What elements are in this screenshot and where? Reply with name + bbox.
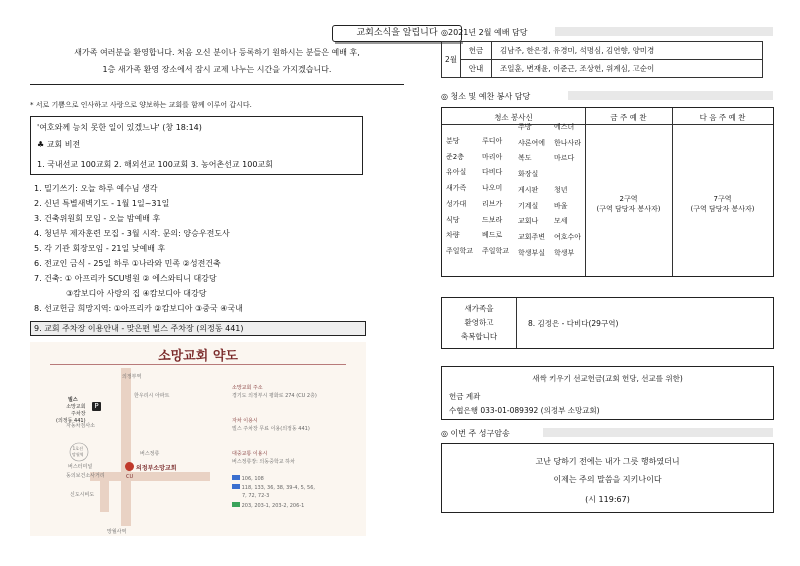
map-label-bus-stop: 버스정류 xyxy=(140,451,160,457)
bus-routes: 118, 133, 36, 38, 39-4, 5, 56, xyxy=(241,485,315,491)
clean-col-0 xyxy=(446,134,473,260)
clean-cell: 주일학교 xyxy=(446,246,474,255)
row-names: 김남주, 한은정, 유경미, 석명심, 김연향, 양미경 xyxy=(492,42,763,60)
church-map xyxy=(30,342,366,536)
vision-items: 1. 국내선교 100교회 2. 해외선교 100교회 3. 농어촌선교 100교회 xyxy=(37,160,273,169)
row-names: 조일훈, 변재윤, 이준근, 조상헌, 위계심, 고순이 xyxy=(492,60,763,78)
bus-badge-icon xyxy=(232,484,240,489)
map-label-bills: 빌스 xyxy=(68,397,78,403)
clean-cell: 모세 xyxy=(554,217,568,226)
clean-cell: 새가족 xyxy=(446,184,467,193)
bus-line xyxy=(232,484,315,491)
next-week-cell xyxy=(672,194,773,214)
this-week-note: (구역 담당자 봉사자) xyxy=(596,205,661,213)
clean-cell: 에스더 xyxy=(554,123,575,131)
section-verse-title: ◎ 이번 주 성구암송 xyxy=(441,429,510,438)
church-marker-icon xyxy=(125,462,134,471)
map-address: 경기도 의정부시 평화로 274 (CU 2층) xyxy=(232,393,317,399)
clean-col-divider xyxy=(672,108,673,276)
welcome-box-divider xyxy=(516,298,517,348)
row-label: 안내 xyxy=(461,60,492,78)
welcome-box-left xyxy=(442,302,516,344)
map-address-title: 소망교회 주소 xyxy=(232,385,263,391)
verse-box xyxy=(441,443,774,513)
clean-cell: 청년 xyxy=(554,185,568,194)
bus-line xyxy=(232,502,304,509)
bus-routes: 106, 108 xyxy=(241,476,264,482)
clean-cell xyxy=(554,167,581,183)
clean-cell: 리브가 xyxy=(482,199,503,208)
clean-cell: 한나사라 xyxy=(554,138,582,147)
news-item: 5. 각 기관 회장모임 - 21일 낮예배 후 xyxy=(34,244,166,253)
bus-badge-icon xyxy=(232,475,240,480)
clean-cell: 교회나 xyxy=(518,217,539,226)
map-label-apartment: 한우리시 아파트 xyxy=(134,393,170,399)
map-label-south: 망월사역 xyxy=(107,529,127,535)
clean-col-2 xyxy=(518,120,545,261)
welcome-line-1: 새가족 여러분을 환영합니다. 처음 오신 분이나 등록하기 원하시는 분들은 예배 후, xyxy=(74,48,360,57)
section-clean-title: ◎ 청소 및 예찬 봉사 담당 xyxy=(441,92,531,101)
clean-cell: 마리아 xyxy=(482,152,503,161)
news-item: ③캄보디아 사랑의 집 ④캄보디아 대강당 xyxy=(66,289,207,298)
title-bar xyxy=(568,91,773,100)
clean-header: 금 주 예 찬 xyxy=(610,113,647,122)
clean-cell: 분당 xyxy=(446,137,460,145)
map-roads xyxy=(30,342,366,536)
mission-line-1: 헌금 계좌 xyxy=(449,392,481,401)
bus-routes: 203, 203-1, 203-2, 206-1 xyxy=(241,503,305,509)
clean-cell: 드보라 xyxy=(482,215,503,224)
map-car-title: 자차 이용시 xyxy=(232,418,258,424)
map-label-bus3: 신도시비도 xyxy=(70,492,95,498)
map-label-cu: CU xyxy=(126,474,134,480)
month-label: 2월 xyxy=(442,42,461,78)
clean-col-3 xyxy=(554,120,581,261)
map-transit: 버스정류장: 의동중학교 하차 xyxy=(232,459,295,465)
clean-cell: 나오미 xyxy=(482,184,503,193)
bus-line xyxy=(242,493,269,499)
new-member-entry: 8. 김정은 - 다비다(29구역) xyxy=(528,319,619,328)
news-item: 3. 건축위원회 모임 - 오늘 밤예배 후 xyxy=(34,214,161,223)
clean-header: 다 음 주 예 찬 xyxy=(699,113,746,122)
clean-cell: 여호수아 xyxy=(554,232,582,241)
welcome-line: 환영하고 xyxy=(464,318,494,327)
mission-line-2: 수협은행 033-01-089392 (의정부 소망교회) xyxy=(449,406,600,415)
vision-verse: '여호와께 능치 못한 일이 있겠느냐' (창 18:14) xyxy=(37,123,202,132)
clean-cell: 게시판 xyxy=(518,185,539,194)
clean-header: 청소 봉사신 xyxy=(494,113,533,122)
verse-ref: (시 119:67) xyxy=(585,495,630,504)
verse-line-2: 이제는 주의 말씀을 지키나이다 xyxy=(553,475,662,484)
welcome-line: 새가족을 xyxy=(464,304,494,313)
greeting-text: * 서로 기쁨으로 인사하고 사랑으로 양보하는 교회를 함께 이루어 갑시다. xyxy=(30,101,252,109)
this-week-zone: 2구역 xyxy=(619,195,638,203)
clean-cell: 주방 xyxy=(518,123,532,131)
clean-cell: 유아실 xyxy=(446,168,467,177)
clean-cell: 주일학교 xyxy=(482,246,510,255)
map-label-center-station: 의정부역 xyxy=(122,374,142,380)
clean-cell: 다비다 xyxy=(482,168,503,177)
map-label-bus2: 동의보건소사거리 xyxy=(66,473,105,479)
mission-box xyxy=(441,366,774,420)
clean-cell: 학생부실 xyxy=(518,248,546,257)
worship-table xyxy=(441,41,763,78)
clean-cell: 성가대 xyxy=(446,199,467,208)
clean-cell: 화장실 xyxy=(518,170,539,179)
map-label-west: 1호선 망월역 xyxy=(72,446,84,457)
clean-col-divider xyxy=(585,108,586,276)
next-week-zone: 7구역 xyxy=(713,195,732,203)
news-item: 6. 전교인 금식 - 25일 하루 ①나라와 민족 ②성전건축 xyxy=(34,259,221,268)
clean-cell: 샤론여에 xyxy=(518,138,546,147)
clean-cell: 기계실 xyxy=(518,201,539,210)
title-bar xyxy=(543,428,773,437)
map-car: 빌스 주차장 무료 이용(의정동 441) xyxy=(232,426,310,432)
welcome-line-2: 1층 새가족 환영 장소에서 잠시 교제 나누는 시간을 가지겠습니다. xyxy=(102,65,332,74)
welcome-line: 축복합니다 xyxy=(460,332,498,341)
clean-cell: 마르다 xyxy=(554,154,575,163)
map-label-church: 의정부소망교회 xyxy=(136,465,177,472)
news-header: 교회소식을 알립니다 xyxy=(332,25,462,42)
vision-box xyxy=(30,116,363,175)
clean-cell: 준2층 xyxy=(446,152,464,161)
bus-line xyxy=(232,475,264,482)
parking-bar xyxy=(30,321,366,336)
news-item: 1. 밀기쓰기: 오늘 하루 예수님 생각 xyxy=(34,184,158,193)
map-label-car-center: 자동차검사소 xyxy=(66,423,95,429)
bus-badge-icon xyxy=(232,502,240,507)
clean-cell: 학생부 xyxy=(554,248,575,257)
vision-title: ♣ 교회 비전 xyxy=(37,140,81,149)
map-label-bills-sub: 소망교회 주차장 (의정동 441) xyxy=(56,404,86,424)
clean-cell: 차량 xyxy=(446,231,460,240)
section-worship-title: ◎2021년 2월 예배 담당 xyxy=(441,28,528,37)
parking-note: (의정동 441) xyxy=(196,324,244,333)
clean-cell: 바울 xyxy=(554,201,568,210)
clean-table xyxy=(441,107,774,277)
title-bar xyxy=(555,27,773,36)
verse-line-1: 고난 당하기 전에는 내가 그릇 행하였더니 xyxy=(535,457,680,466)
divider xyxy=(30,84,404,85)
news-item: 8. 선교헌금 희망지역: ①아프리카 ②캄보디아 ③중국 ④국내 xyxy=(34,304,243,313)
mission-title: 새싹 키우기 선교헌금(교회 헌당, 선교를 위한) xyxy=(532,374,683,383)
clean-col-1 xyxy=(482,134,509,260)
bus-routes: 7, 72, 72-3 xyxy=(242,493,270,499)
welcome-box xyxy=(441,297,774,349)
this-week-cell xyxy=(585,194,672,214)
parking-title: 9. 교회 주차장 이용안내 - 맞은편 빌스 주차장 xyxy=(34,324,194,333)
news-item: 4. 청년부 제자훈련 모집 - 3월 시작. 문의: 양승우전도사 xyxy=(34,229,230,238)
map-title: 소망교회 약도 xyxy=(158,349,238,364)
news-item: 2. 신년 특별새벽기도 - 1월 1일~31일 xyxy=(34,199,170,208)
clean-cell: 루디아 xyxy=(482,137,503,145)
clean-cell: 복도 xyxy=(518,154,532,163)
clean-cell: 교회주변 xyxy=(518,232,546,241)
parking-p-icon: P xyxy=(92,402,101,411)
next-week-note: (구역 담당자 봉사자) xyxy=(690,205,755,213)
map-transit-title: 대중교통 이용시 xyxy=(232,451,268,457)
clean-cell: 베드로 xyxy=(482,231,503,240)
news-item: 7. 건축: ① 아프리카 SCU병원 ② 에스와티니 대강당 xyxy=(34,274,217,283)
map-label-bus1: 버스터미널 xyxy=(68,464,93,470)
clean-cell: 식당 xyxy=(446,215,460,224)
row-label: 헌금 xyxy=(461,42,492,60)
